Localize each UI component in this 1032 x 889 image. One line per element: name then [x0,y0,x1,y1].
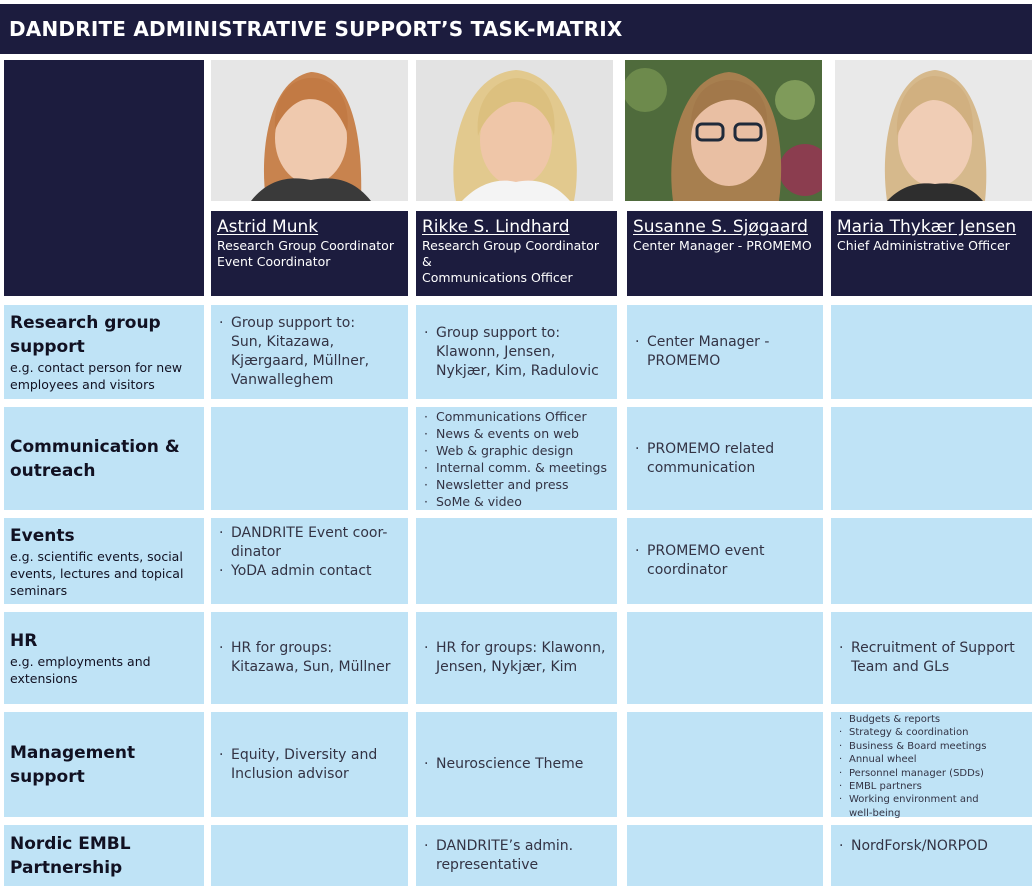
task-item: · HR for groups: Klawonn, [424,639,609,658]
task-item: · Working environment and [839,793,1024,806]
task-text: Klawonn, Jensen, [436,343,556,360]
row-header-nordic-embl-partnership [4,825,204,886]
cell-research-rikke [416,305,617,399]
task-item: · Strategy & coordination [839,726,1024,739]
cell-hr-astrid [211,612,408,704]
task-item-cont [635,459,815,478]
cell-communication-astrid [211,407,408,510]
cell-hr-susanne [627,612,823,704]
person-card-maria-thykaer-jensen [831,211,1032,296]
task-item-cont [424,343,609,362]
row-subtitle: seminars [10,582,68,598]
person-role: Chief Administrative Officer [837,238,1010,253]
person-role: Communications Officer [422,270,573,285]
row-title: Management [10,742,136,763]
task-text: PROMEMO [647,353,721,369]
row-title: Research group [10,313,161,333]
row-subtitle: extensions [10,671,78,686]
row-header-events [4,518,204,604]
cell-research-astrid [211,305,408,399]
cell-communication-susanne [627,407,823,510]
task-item-cont [219,765,400,784]
row-subtitle: e.g. employments and [10,654,151,669]
person-role: Research Group Coordinator [217,238,394,253]
row-title: Partnership [10,857,123,878]
cell-hr-maria [831,612,1032,704]
cell-nordic-astrid [211,825,408,886]
task-item: · Internal comm. & meetings [424,459,609,476]
task-item-cont [839,658,1024,677]
task-text: representative [436,856,539,873]
cell-hr-rikke [416,612,617,704]
cell-events-susanne [627,518,823,604]
row-subtitle: e.g. contact person for new [10,360,183,375]
task-text: Jensen, Nykjær, Kim [436,659,578,675]
task-item: · HR for groups: [219,639,400,658]
cell-research-susanne [627,305,823,399]
task-item-cont [424,856,609,875]
row-header-research-group-support [4,305,204,399]
task-item-cont [219,333,400,352]
row-subtitle: events, lectures and topical [10,565,184,581]
person-role: Research Group Coordinator & [422,238,599,269]
row-title: support [10,337,85,357]
row-header-communication-outreach [4,407,204,510]
task-item: · Newsletter and press [424,476,609,493]
task-item: · Group support to: [219,314,400,333]
cell-nordic-maria [831,825,1032,886]
row-title: Events [10,525,75,546]
task-text: Kjærgaard, Müllner, [231,353,370,369]
task-item: · Budgets & reports [839,713,1024,726]
task-item-cont [219,658,400,677]
person-card-susanne-sjogaard [627,211,823,296]
person-card-astrid-munk [211,211,408,296]
task-text: coordinator [647,562,728,578]
task-item: · PROMEMO related [635,440,815,459]
cell-management-maria [831,712,1032,817]
task-text: Kitazawa, Sun, Müllner [231,659,391,675]
cell-nordic-rikke [416,825,617,886]
avatar-astrid-munk [211,60,408,201]
task-text: communication [647,459,756,476]
task-item-cont [219,371,400,390]
cell-communication-rikke [416,407,617,510]
cell-events-maria [831,518,1032,604]
task-item: · DANDRITE’s admin. [424,837,609,856]
row-subtitle: e.g. scientific events, social [10,548,183,564]
task-item-cont [424,658,609,677]
cell-research-maria [831,305,1032,399]
task-item-cont [219,543,400,562]
task-item: · Business & Board meetings [839,740,1024,753]
task-item-cont [635,352,815,371]
cell-events-astrid [211,518,408,604]
page-title: DANDRITE ADMINISTRATIVE SUPPORT’S TASK-MATRIX [0,4,1032,54]
row-title: Communication & [10,436,180,457]
person-name-link[interactable]: Rikke S. Lindhard [422,217,570,237]
task-text: Team and GLs [851,659,950,675]
avatar-rikke-lindhard [416,60,613,201]
person-role: Event Coordinator [217,254,331,269]
task-item: · Group support to: [424,324,609,343]
task-item: · DANDRITE Event coor- [219,524,400,543]
cell-management-susanne [627,712,823,817]
row-subtitle: employees and visitors [10,377,155,392]
row-title: Nordic EMBL [10,833,131,854]
task-text: dinator [231,544,282,560]
task-item: · News & events on web [424,425,609,442]
task-text: well-being [849,807,901,819]
header-corner-block [4,60,204,296]
task-item: · Annual wheel [839,753,1024,766]
row-title: support [10,766,85,787]
row-title: HR [10,631,38,651]
person-role: Center Manager - PROMEMO [633,238,812,253]
task-item: · PROMEMO event [635,542,815,561]
task-item: · EMBL partners [839,780,1024,793]
task-item: · Web & graphic design [424,442,609,459]
avatar-maria-thykaer-jensen [835,60,1032,201]
task-text: Sun, Kitazawa, [231,334,335,350]
task-text: Inclusion advisor [231,765,349,782]
task-item: · SoMe & video [424,493,609,510]
task-item-cont [839,807,1024,820]
task-item-cont [424,362,609,381]
task-item-cont [635,561,815,580]
person-name-link[interactable]: Astrid Munk [217,217,319,237]
task-item: · Neuroscience Theme [424,755,609,774]
cell-communication-maria [831,407,1032,510]
cell-nordic-susanne [627,825,823,886]
person-name-link[interactable]: Maria Thykær Jensen [837,217,1017,237]
task-text: Nykjær, Kim, Radulovic [436,362,599,379]
task-text: Vanwalleghem [231,372,334,388]
task-item: · Personnel manager (SDDs) [839,767,1024,780]
task-item: · Communications Officer [424,408,609,425]
cell-management-astrid [211,712,408,817]
row-title: outreach [10,460,96,481]
row-header-management-support [4,712,204,817]
cell-management-rikke [416,712,617,817]
task-item: · Center Manager - [635,333,815,352]
person-card-rikke-lindhard [416,211,617,296]
avatar-susanne-sjogaard [625,60,822,201]
row-header-hr [4,612,204,704]
task-item: · Equity, Diversity and [219,746,400,765]
cell-events-rikke [416,518,617,604]
task-item: · Recruitment of Support [839,639,1024,658]
task-item: · YoDA admin contact [219,562,400,581]
task-item-cont [219,352,400,371]
task-item: · NordForsk/NORPOD [839,837,1024,856]
person-name-link[interactable]: Susanne S. Sjøgaard [633,217,808,237]
